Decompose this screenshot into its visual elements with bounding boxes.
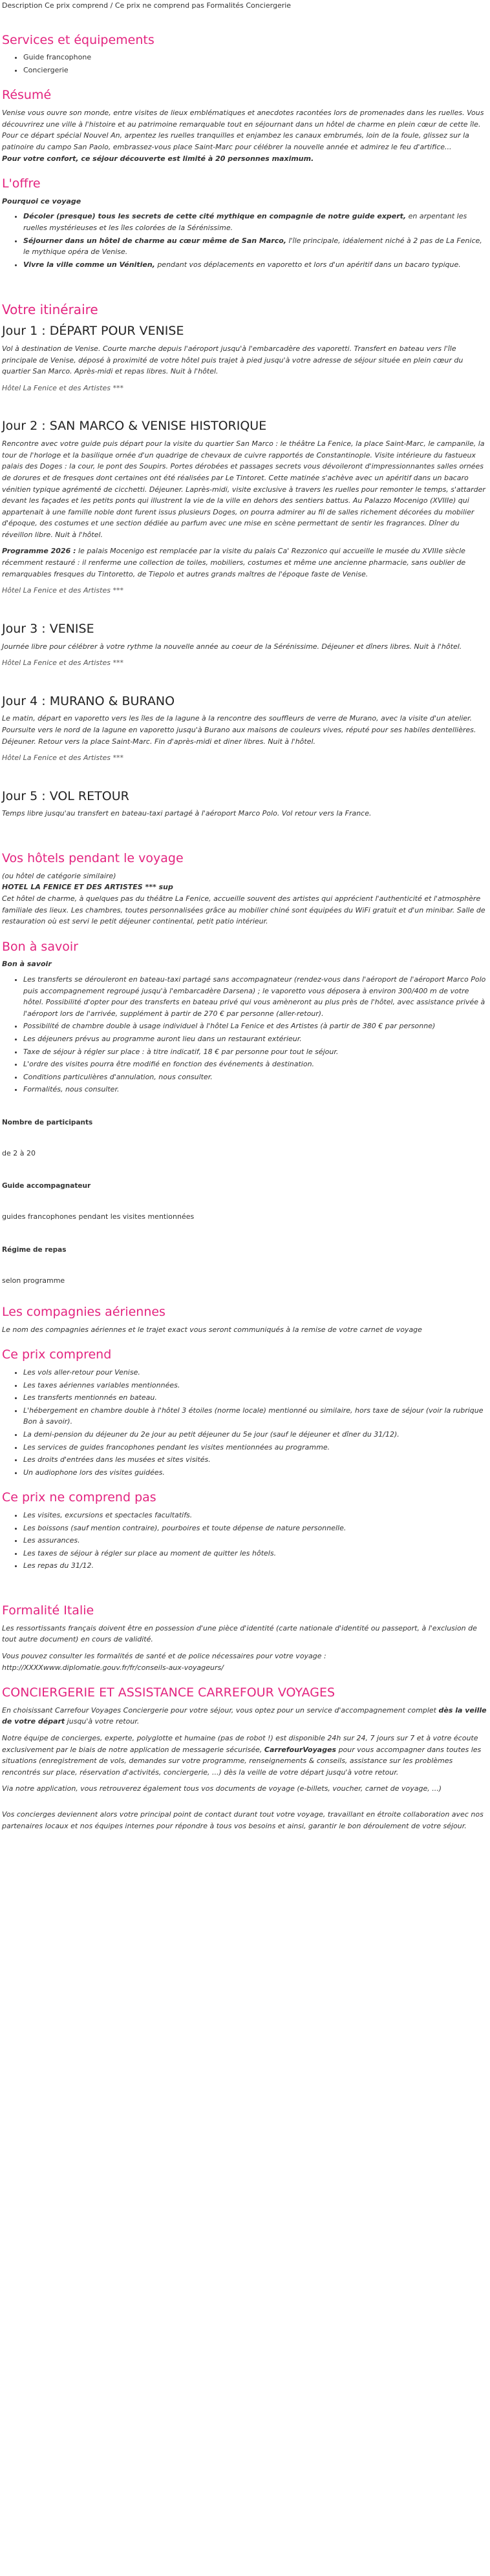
necomprend-section xyxy=(2,1490,488,1572)
list-item: • Les déjeuners prévus au programme auront lieu dans un restaurant extérieur. xyxy=(23,1033,488,1045)
compagnies-title: Les compagnies aériennes xyxy=(2,1305,165,1320)
resume-paragraph: Venise vous ouvre son monde, entre visites de lieux emblématiques et anecdotes racontées lors de promenades dans les ruelles. Vous découvrirez une ville à l'histoire et au patrimoine remarquable tout en séjournant dans un hôtel de charme en plein cœur de cette île. xyxy=(2,109,484,129)
conciergerie-bold: dès la veille de votre départ xyxy=(2,1705,487,1726)
repas-label: Régime de repas xyxy=(2,1245,67,1254)
comprend-section xyxy=(2,1347,488,1478)
bonasavoir-title: Bon à savoir xyxy=(2,939,78,954)
day-text: Rencontre avec votre guide puis départ pour la visite du quartier San Marco : le théâtre La Fenice, la place Saint-Marc, le campanile, la tour de l'horloge et la basilique ornée d'un quadrige de chevaux de cuivre rapportés de Constantinople. Visite intérieure du fastueux palais des Doges : la cour, le pont des Soupirs. Portes dérobées et passages secrets vous dévoileront d'impressionnantes salles ornées de dorures et de fresques dont certaines ont été réalisées par Le Tintoret. Cette matinée s'achève avec un apéritif dans un bacaro vénitien typique agrémenté de cicchetti. Déjeuner. Laprès-midi, visite exclusive à travers les ruelles pour remonter le temps, s'attarder devant les façades et les petits ponts qui illustrent la vie de la ville en dehors des sentiers battus. Au Palazzo Mocenigo (XVIIIe) qui appartenait à une famille noble dont furent issus plusieurs Doges, on pourra admirer au fil de salles richement décorées du mobilier d'époque, des costumes et une section dédiée au parfum avec une mise en scène permettant de sentir les fragrances. Dîner du réveillon libre. Nuit à l'hôtel. xyxy=(2,439,485,539)
itineraire-section xyxy=(2,301,488,819)
resume-title: Résumé xyxy=(2,88,52,103)
list-item: • Formalités, nous consulter. xyxy=(23,1084,488,1095)
guide-value: guides francophones pendant les visites mentionnées xyxy=(2,1212,195,1221)
list-item: • Possibilité de chambre double à usage individuel à l'hôtel La Fenice et des Artistes (à partir de 380 € par personne) xyxy=(23,1020,488,1032)
list-item: • Les transferts se dérouleront en bateau-taxi partagé sans accompagnateur (rendez-vous dans l'aéroport de l'aéroport Marco Polo puis accompagnement regroupé jusqu'à l'embarcadère Darsena) ; le vaporetto vous déposera à environ 300/400 m de votre hôtel. Possibilité d'opter pour des transferts en bateau privé qui vous amèneront au plus près de l'hôtel, avec assistance privée à l'aéroport lors de l'arrivée, supplément à partir de 270 € par personne (aller-retour). xyxy=(23,974,488,1019)
bonasavoir-subtitle: Bon à savoir xyxy=(2,960,52,969)
services-section xyxy=(2,32,488,76)
resume-section xyxy=(2,87,488,164)
hotels-section xyxy=(2,850,488,927)
day-title: Jour 4 : MURANO & BURANO xyxy=(2,693,175,708)
list-item: • Les transferts mentionnés en bateau. xyxy=(23,1392,488,1404)
list-item: • Un audiophone lors des visites guidées. xyxy=(23,1467,488,1479)
description-header-text: Description Ce prix comprend / Ce prix ne comprend pas Formalités Conciergerie xyxy=(2,1,292,10)
conciergerie-title: CONCIERGERIE ET ASSISTANCE CARREFOUR VOYAGES xyxy=(2,1685,336,1700)
conciergerie-text: Notre équipe de concierges, experte, polyglotte et humaine (pas de robot !) est disponible 24h sur 24, 7 jours sur 7 et à votre écoute exclusivement par le biais de notre application de messagerie sécurisée, xyxy=(2,1734,478,1754)
list-item: • Guide francophone xyxy=(23,52,488,63)
hotel-description: Cet hôtel de charme, à quelques pas du théâtre La Fenice, accueille souvent des artistes qui apprécient l'authenticité et l'atmosphère familiale des lieux. Les chambres, toutes personnalisées grâce au mobilier chiné sont équipées du WiFi gratuit et d'un minibar. Salle de restauration où est servi le petit déjeuner continental, petit patio intérieur. xyxy=(2,894,485,926)
repas-value: selon programme xyxy=(2,1276,65,1285)
hotels-title: Vos hôtels pendant le voyage xyxy=(2,851,184,866)
day-title: Jour 3 : VENISE xyxy=(2,621,94,636)
list-item: • Les droits d'entrées dans les musées et sites visités. xyxy=(23,1454,488,1466)
necomprend-list xyxy=(2,1510,488,1572)
day-text: Le matin, départ en vaporetto vers les îles de la lagune à la rencontre des souffleurs de verre de Murano, avec la visite d'un atelier. Poursuite vers le nord de la lagune en vaporetto jusqu'à Burano aux maisons de couleurs vives, réputé pour ses habiles dentellières. Déjeuner. Retour vers la place Saint-Marc. Fin d'après-midi et diner libres. Nuit à l'hôtel. xyxy=(2,714,476,746)
offre-section xyxy=(2,176,488,270)
list-item: • Les boissons (sauf mention contraire), pourboires et toute dépense de nature personnelle. xyxy=(23,1523,488,1534)
offre-list xyxy=(2,211,488,270)
day-hotel: Hôtel La Fenice et des Artistes *** xyxy=(2,586,123,595)
conciergerie-paragraph xyxy=(2,1705,488,1727)
offre-item-bold: Séjourner dans un hôtel de charme au cœur même de San Marco, xyxy=(23,236,286,245)
day-block xyxy=(2,788,488,819)
list-item: • Les visites, excursions et spectacles facultatifs. xyxy=(23,1510,488,1521)
compagnies-text: Le nom des compagnies aériennes et le trajet exact vous seront communiqués à la remise de votre carnet de voyage xyxy=(2,1325,422,1334)
day-hotel: Hôtel La Fenice et des Artistes *** xyxy=(2,659,123,668)
offre-item-text: pendant vos déplacements en vaporetto et lors d'un apéritif dans un bacaro typique. xyxy=(154,260,461,269)
list-item: • L'hébergement en chambre double à l'hôtel 3 étoiles (norme locale) mentionné ou similaire, hors taxe de séjour (voir la rubrique Bon à savoir). xyxy=(23,1405,488,1428)
day-extra-text: le palais Mocenigo est remplacée par la visite du palais Ca' Rezzonico qui accueille le musée du XVIIIe siècle récemment restauré : il renferme une collection de toiles, mobiliers, costumes et même une ancienne pharmacie, sans oublier de remarquables fresques du Tintoretto, de Tiepolo et autres grands maîtres de l'époque faste de Venise. xyxy=(2,547,466,578)
list-item: • L'ordre des visites pourra être modifié en fonction des événements à destination. xyxy=(23,1059,488,1070)
list-item: • Les assurances. xyxy=(23,1535,488,1547)
list-item: • Les services de guides francophones pendant les visites mentionnées au programme. xyxy=(23,1442,488,1453)
day-block xyxy=(2,693,488,764)
participants-label: Nombre de participants xyxy=(2,1118,93,1126)
list-item: • Les taxes aériennes variables mentionnées. xyxy=(23,1380,488,1391)
day-text: Vol à destination de Venise. Courte marche depuis l'aéroport jusqu'à l'embarcadère des vaporetti. Transfert en bateau vers l'île principale de Venise, déposé à proximité de votre hôtel puis trajet à pied jusqu'à votre adresse de séjour située en plein cœur du quartier San Marco. Après-midi et repas libres. Nuit à l'hôtel. xyxy=(2,344,463,376)
hotels-note: (ou hôtel de catégorie similaire) xyxy=(2,871,116,880)
offre-subtitle: Pourquoi ce voyage xyxy=(2,196,81,206)
formalite-section xyxy=(2,1603,488,1673)
list-item: • Les repas du 31/12. xyxy=(23,1560,488,1572)
conciergerie-text: pour vous accompagner dans toutes les situations (enregistrement de vols, demandes sur votre programme, renseignements & conseils, assistance sur les problèmes rencontrés sur place, réservation d'activités, conciergerie, ...) dès la veille de votre départ jusqu'à votre retour. xyxy=(2,1745,482,1777)
day-hotel: Hôtel La Fenice et des Artistes *** xyxy=(2,754,123,763)
bonasavoir-list xyxy=(2,974,488,1095)
list-item: • Les vols aller-retour pour Venise. xyxy=(23,1367,488,1378)
participants-value: de 2 à 20 xyxy=(2,1148,36,1157)
itineraire-title: Votre itinéraire xyxy=(2,302,98,318)
services-title: Services et équipements xyxy=(2,32,154,47)
conciergerie-paragraph: Via notre application, vous retrouverez également tous vos documents de voyage (e-billets, voucher, carnet de voyage, ...) xyxy=(2,1784,442,1793)
resume-paragraph: Pour ce départ spécial Nouvel An, arpentez les ruelles tranquilles et enjambez les canaux embrumés, loin de la foule, glissez sur la patinoire du campo San Paolo, embrassez-vous place Saint-Marc pour célébrer la nouvelle année et admirez le feu d'artifice... xyxy=(2,131,469,151)
day-text: Temps libre jusqu'au transfert en bateau-taxi partagé à l'aéroport Marco Polo. Vol retour vers la France. xyxy=(2,809,372,818)
list-item: • Conciergerie xyxy=(23,65,488,76)
offre-title: L'offre xyxy=(2,176,41,191)
conciergerie-text: jusqu'à votre retour. xyxy=(65,1717,140,1726)
offre-item-bold: Décoler (presque) tous les secrets de cette cité mythique en compagnie de notre guide expert, xyxy=(23,212,407,221)
offre-item-bold: Vivre la ville comme un Vénitien, xyxy=(23,260,155,269)
guide-label: Guide accompagnateur xyxy=(2,1182,91,1190)
details-section xyxy=(2,1117,488,1286)
conciergerie-section xyxy=(2,1685,488,1832)
day-title: Jour 2 : SAN MARCO & VENISE HISTORIQUE xyxy=(2,419,267,434)
list-item xyxy=(23,235,488,258)
day-block xyxy=(2,621,488,669)
formalite-text-link[interactable]: Vous pouvez consulter les formalités de santé et de police nécessaires pour votre voyage : http://XXXXwww.diplomatie.gouv.fr/fr/conseils-aux-voyageurs/ xyxy=(2,1651,326,1672)
list-item: • Taxe de séjour à régler sur place : à titre indicatif, 18 € par personne pour tout le séjour. xyxy=(23,1046,488,1058)
hotel-name: HOTEL LA FENICE ET DES ARTISTES *** sup xyxy=(2,883,173,892)
day-title: Jour 1 : DÉPART POUR VENISE xyxy=(2,324,184,339)
day-extra xyxy=(2,545,488,580)
day-text: Journée libre pour célébrer à votre rythme la nouvelle année au coeur de la Sérénissime. Déjeuner et dîners libres. Nuit à l'hôtel. xyxy=(2,642,462,651)
comprend-title: Ce prix comprend xyxy=(2,1347,112,1362)
day-extra-label: Programme 2026 : xyxy=(2,547,76,556)
conciergerie-paragraph: Vos concierges deviennent alors votre principal point de contact durant tout votre voyage, travaillant en étroite collaboration avec nos partenaires locaux et nos équipes internes pour répondre à tous vos besoins et ainsi, garantir le bon déroulement de votre séjour. xyxy=(2,1810,484,1830)
offre-item-text: l'île principale, idéalement niché à 2 pas de La Fenice, le mythique opéra de Venise. xyxy=(23,236,482,257)
list-item: • Conditions particulières d'annulation, nous consulter. xyxy=(23,1072,488,1083)
day-title: Jour 5 : VOL RETOUR xyxy=(2,788,129,803)
formalite-title: Formalité Italie xyxy=(2,1603,94,1618)
resume-paragraph-bold: Pour votre confort, ce séjour découverte est limité à 20 personnes maximum. xyxy=(2,154,314,163)
conciergerie-text: En choisissant Carrefour Voyages Conciergerie pour votre séjour, vous optez pour un service d'accompagnement complet xyxy=(2,1705,439,1715)
services-list xyxy=(2,52,488,76)
list-item: • Les taxes de séjour à régler sur place au moment de quitter les hôtels. xyxy=(23,1548,488,1559)
formalite-text: Les ressortissants français doivent être en possession d'une pièce d'identité (carte nationale d'identité ou passeport, à l'exclusion de tout autre document) en cours de validité. xyxy=(2,1623,477,1644)
conciergerie-paragraph xyxy=(2,1733,488,1778)
day-block xyxy=(2,323,488,394)
day-block xyxy=(2,418,488,596)
list-item xyxy=(23,211,488,233)
list-item: • La demi-pension du déjeuner du 2e jour au petit déjeuner du 5e jour (sauf le déjeuner et dîner du 31/12). xyxy=(23,1429,488,1441)
list-item xyxy=(23,259,488,271)
bonasavoir-section xyxy=(2,939,488,1095)
offre-item-text: en arpentant les ruelles mystérieuses et les îles colorées de la Sérénissime. xyxy=(23,212,467,232)
conciergerie-bold: CarrefourVoyages xyxy=(264,1745,337,1754)
compagnies-section xyxy=(2,1304,488,1335)
description-header xyxy=(2,0,488,12)
day-hotel: Hôtel La Fenice et des Artistes *** xyxy=(2,383,123,392)
comprend-list xyxy=(2,1367,488,1478)
necomprend-title: Ce prix ne comprend pas xyxy=(2,1490,156,1505)
